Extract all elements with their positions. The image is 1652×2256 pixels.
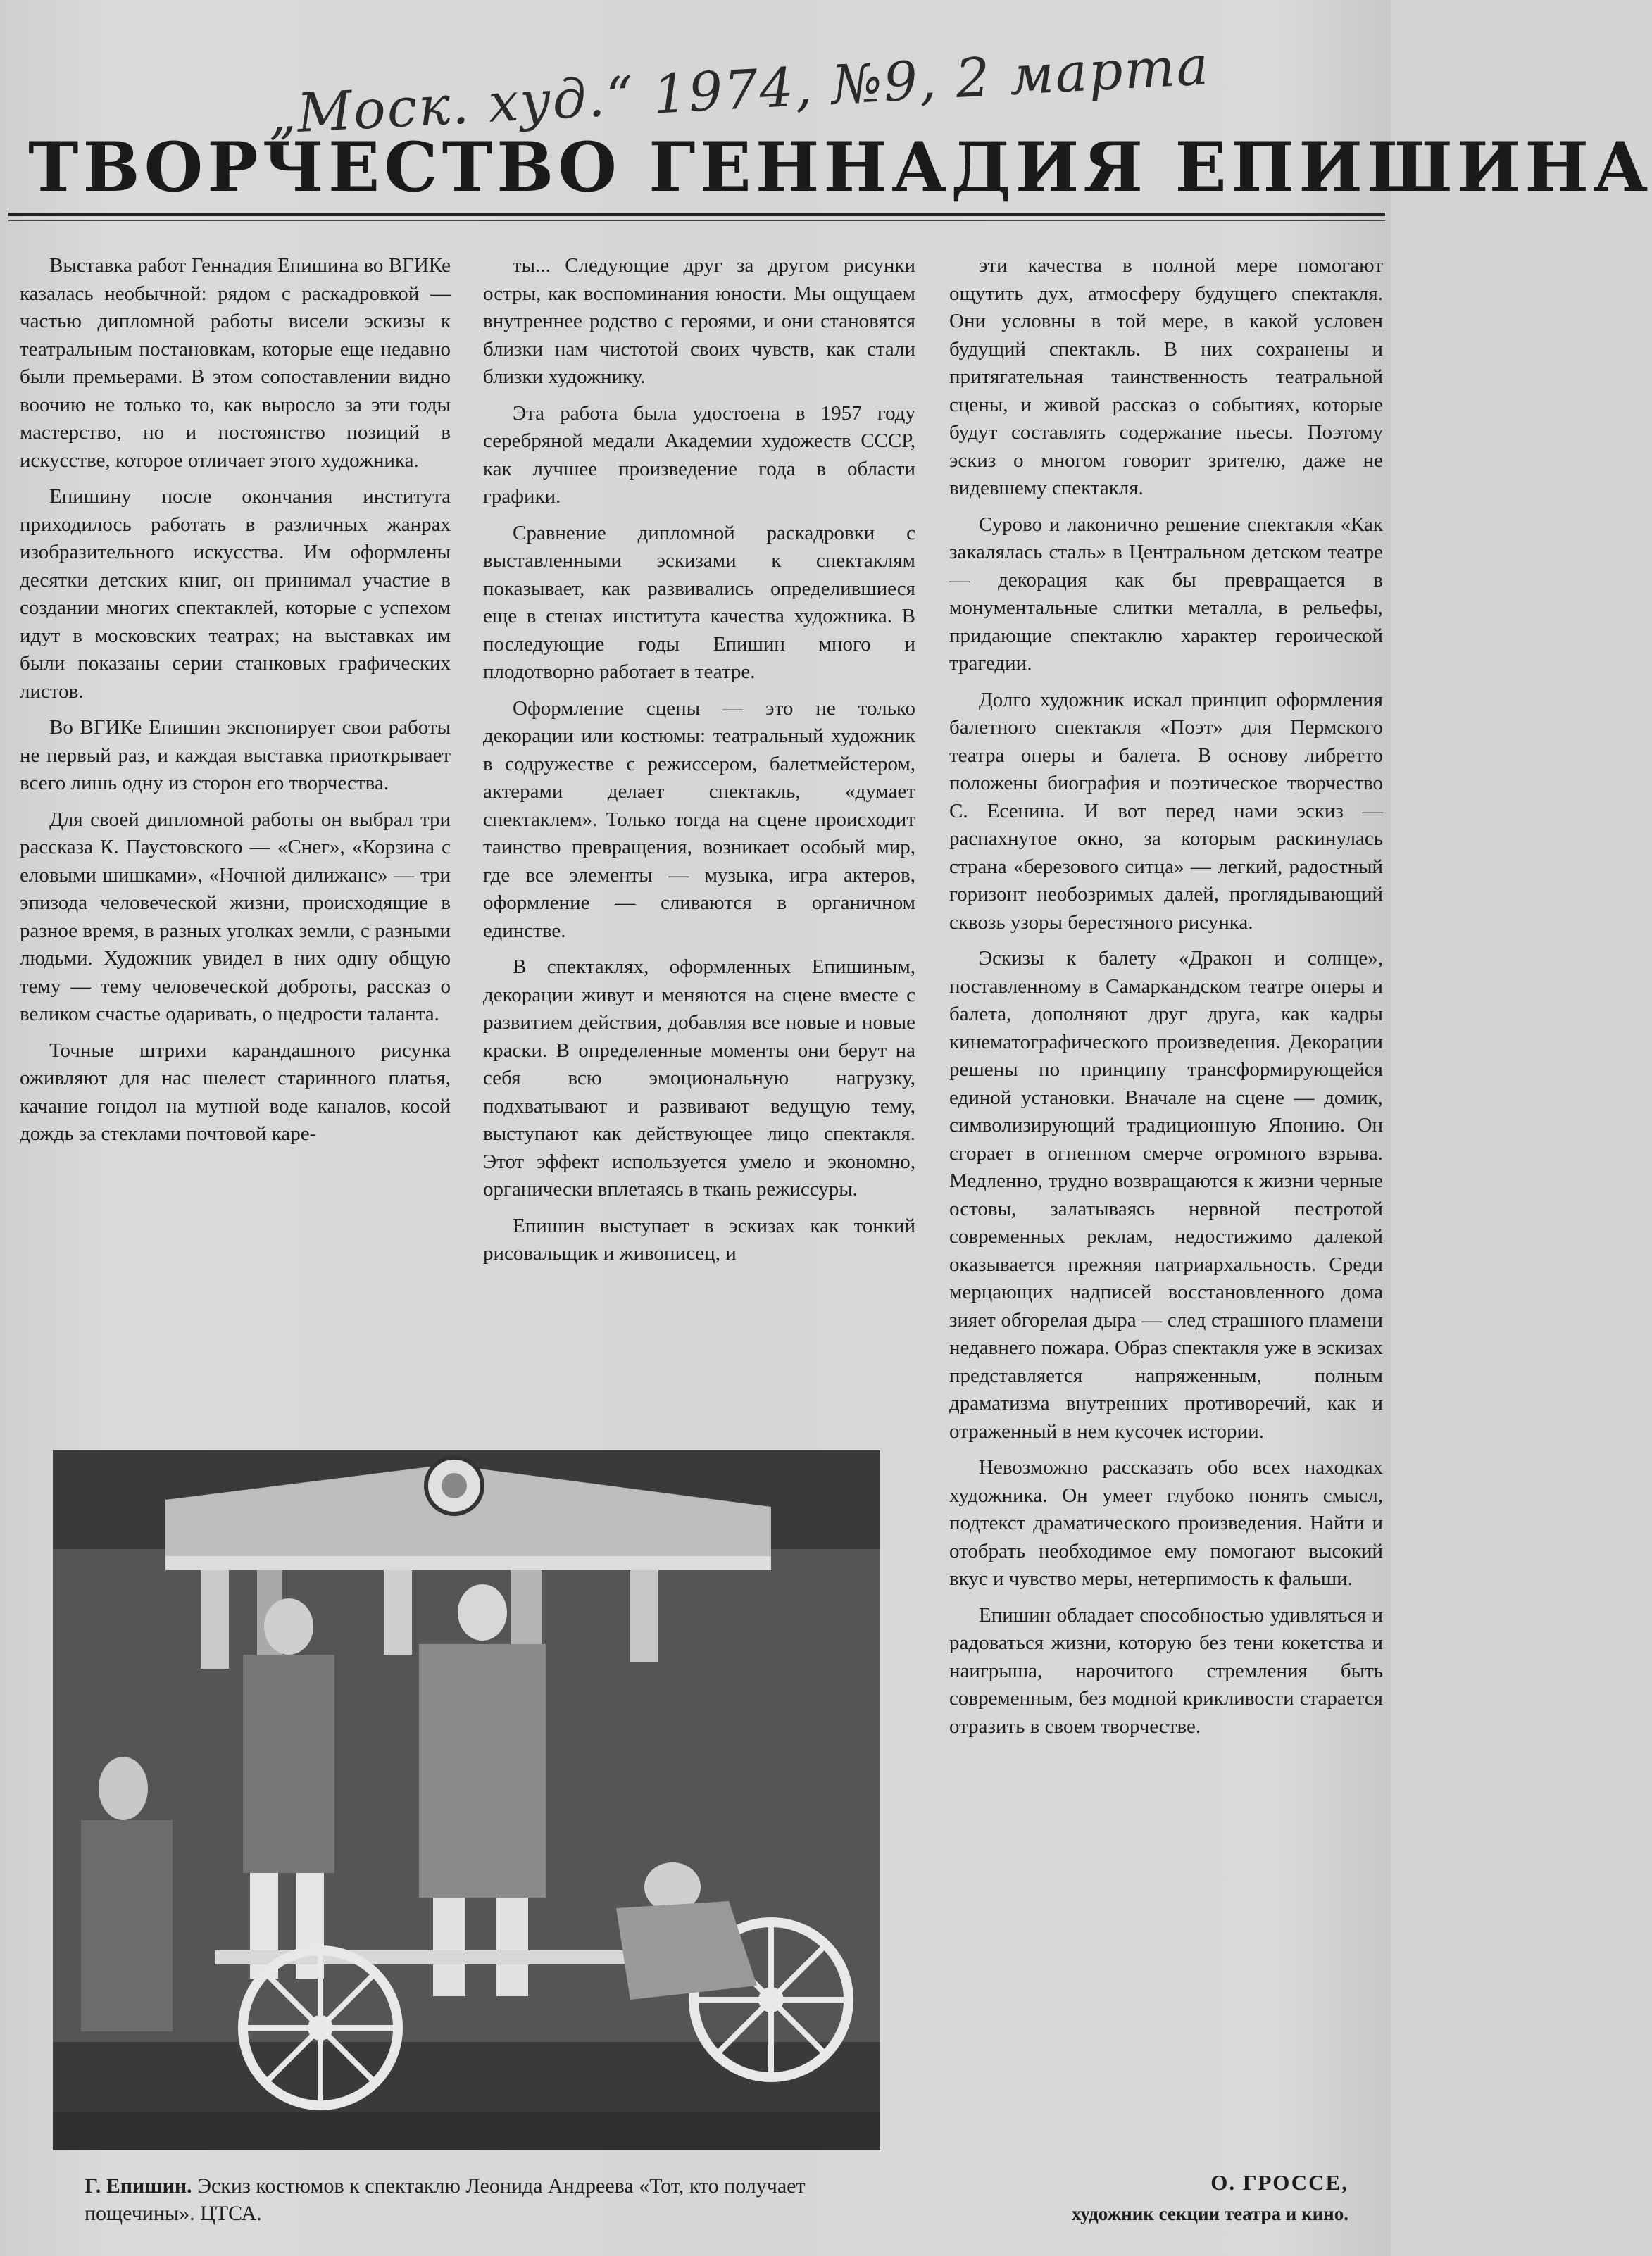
paragraph: Оформление сцены — это не только декорации или костюмы: театральный художник в содружестве с режиссером, балетмейстером, актерами делает спектакль, «думает спектаклем». Только тогда на сцене происходит таинство превращения, возникает особый мир, где все элементы — музыка, игра актеров, оформление — сливаются в органичном единстве. [483,696,915,942]
paragraph: Епишин выступает в эскизах как тонкий рисовальщик и живописец, и [483,1214,915,1265]
headline-rule-thin [8,220,1385,221]
paragraph: Епишину после окончания института приходилось работать в различных жанрах изобразительного искусства. Им оформлены десятки детских книг, он принимал участие в создании многих спектаклей, которые с успехом идут в московских театрах; на выставках им были показаны серии станковых графических листов. [20,485,451,703]
caption-text: Эскиз костюмов к спектаклю Леонида Андреева «Тот, кто получает пощечины». ЦТСА. [85,2174,806,2225]
handwritten-source-note: „Моск. худ.“ 1974, №9, 2 марта [266,34,1211,146]
paragraph: Невозможно рассказать обо всех находках художника. Он умеет глубоко понять смысл, подтекст драматического произведения. Найти и отобрать необходимое ему помогают высокий вкус и чувство меры, нетерпимость к фальши. [949,1456,1383,1590]
photo-caption [85,2172,915,2250]
paragraph: В спектаклях, оформленных Епишиным, декорации живут и меняются на сцене вместе с развитием действия, добавляя все новые и новые краски. В определенные моменты они берут на себя всю эмоциональную нагрузку, подхватывают и развивают ведущую тему, выступают как действующее лицо спектакля. Этот эффект используется умело и экономно, органически вплетаясь в ткань режиссуры. [483,955,915,1201]
article-column-1 [20,252,451,1421]
paragraph: Эскизы к балету «Дракон и солнце», поставленному в Самаркандском театре оперы и балета, дополняют друг друга, как кадры кинематографического произведения. Декорации решены по принципу трансформирующейся единой установки. Вначале на сцене — домик, символизирующий традиционную Японию. Он сгорает в огненном смерче огромного взрыва. Медленно, трудно возвращаются к жизни черные остовы, залатываясь нервной пестротой современных реклам, недостижимо далекой оказывается прежняя патриархальность. Среди мерцающих надписей восстановленного дома зияет обгорелая дыра — след страшного пламени недавнего пожара. Образ спектакля уже в эскизах представляется напряженным, полным драматизма внутренних противоречий, как и отраженный в нем кусочек истории. [949,947,1383,1443]
paragraph: Епишин обладает способностью удивляться и радоваться жизни, которую без тени кокетства и наигрыша, нарочитого стремления быть современным, без модной крикливости старается отразить в своем творчестве. [949,1603,1383,1738]
author-name: О. ГРОССЕ, [1210,2170,1348,2195]
article-headline: ТВОРЧЕСТВО ГЕННАДИЯ ЕПИШИНА [28,127,1652,207]
article-column-3 [949,252,1383,2195]
costume-sketch-photo [53,1450,880,2150]
paragraph: эти качества в полной мере помогают ощутить дух, атмосферу будущего спектакля. Они условны в той мере, в какой условен будущий спектакль. В них сохранены и притягательная таинственность театральной сцены, и живой рассказ о событиях, которые будут составлять содержание пьесы. Поэтому эскиз о многом говорит зрителю, даже не видевшему спектакля. [949,254,1383,499]
paragraph: Эта работа была удостоена в 1957 году серебряной медали Академии художеств СССР, как лучшее произведение года в области графики. [483,401,915,508]
paragraph: Во ВГИКе Епишин экспонирует свои работы не первый раз, и каждая выставка приоткрывает всего лишь одну из сторон его творчества. [20,716,451,794]
paragraph: Точные штрихи карандашного рисунка оживляют для нас шелест старинного платья, качание гондол на мутной воде каналов, косой дождь за стеклами почтовой каре- [20,1039,451,1145]
paragraph: ты... Следующие друг за другом рисунки остры, как воспоминания юности. Мы ощущаем внутреннее родство с героями, и они становятся близки нам чистотой своих чувств, как стали близки художнику. [483,254,915,388]
paragraph: Сравнение дипломной раскадровки с выставленными эскизами к спектаклям показывает, как развивались определившиеся еще в стенах института качества художника. В последующие годы Епишин много и плодотворно работает в театре. [483,521,915,683]
paragraph: Сурово и лаконично решение спектакля «Как закалялась сталь» в Центральном детском театре — декорация как бы превращается в монументальные слитки металла, в рельефы, придающие спектаклю характер героической трагедии. [949,513,1383,675]
paragraph: Выставка работ Геннадия Епишина во ВГИКе казалась необычной: рядом с раскадровкой — частью дипломной работы висели эскизы к театральным постановкам, которые еще недавно были премьерами. В этом сопоставлении видно воочию не только то, как выросло за эти годы мастерство, но и постоянство позиций в искусстве, которое отличает этого художника. [20,254,451,472]
caption-artist-name: Г. Епишин. [85,2174,192,2198]
stage-illustration [53,1450,880,2150]
paragraph: Для своей дипломной работы он выбрал три рассказа К. Паустовского — «Снег», «Корзина с еловыми шишками», «Ночной дилижанс» — три эпизода человеческой жизни, происходящие в разное время, в разных уголках земли, с разными людьми. Художник увидел в них одну общую тему — тему человеческой доброты, рассказ о великом счастье одаривать, о щедрости таланта. [20,808,451,1025]
author-role: художник секции театра и кино. [1071,2203,1348,2224]
paragraph: Долго художник искал принцип оформления балетного спектакля «Поэт» для Пермского театра оперы и балета. В основу либретто положены биография и поэтическое творчество С. Есенина. И вот перед нами эскиз — распахнутое окно, за которым раскинулась страна «березового ситца» — легкий, радостный горизонт необозримых далей, проглядывающий сквозь узоры берестяного рисунка. [949,688,1383,934]
article-column-2 [483,252,915,1421]
headline-rule [8,213,1385,216]
